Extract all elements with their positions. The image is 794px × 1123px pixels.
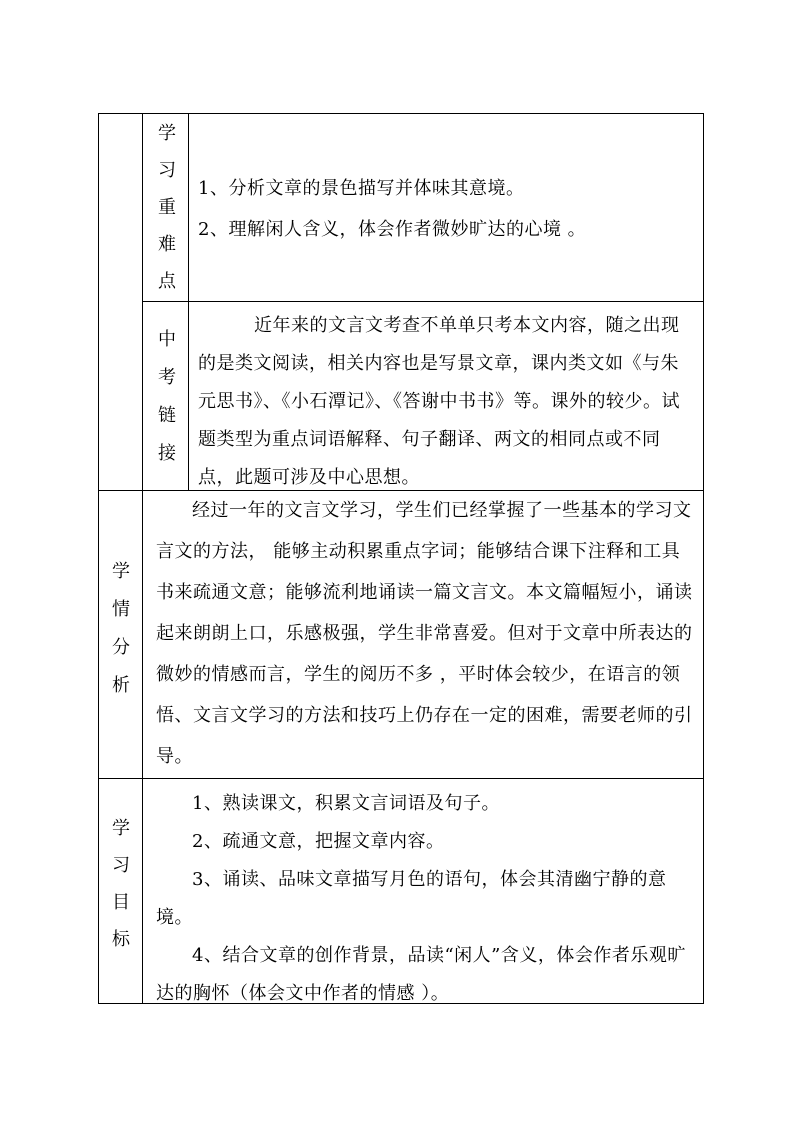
table-border-left (98, 113, 99, 1004)
exam-link-label: 中 考 链 接 (158, 329, 176, 464)
learning-goal-item: 1、熟读课文，积累文言词语及句子。 (192, 793, 500, 814)
exam-link-content (198, 307, 697, 497)
row-divider-keypoints (142, 301, 704, 302)
learning-goals-label: 学 习 目 标 (112, 818, 130, 950)
key-point-item: 2、理解闲人含义，体会作者微妙旷达的心境 。 (198, 219, 587, 240)
lesson-plan-table (98, 113, 704, 1004)
learning-goal-item: 4、结合文章的创作背景，品读“闲人”含义，体会作者乐观旷达的胸怀（体会文中作者的情感 ）。 (156, 945, 686, 1004)
column-divider-inner (188, 113, 189, 490)
key-points-content (198, 168, 693, 250)
key-points-label: 学 习 重 难 点 (158, 123, 176, 292)
student-analysis-label: 学 情 分 析 (112, 561, 130, 696)
table-border-right (703, 113, 704, 1004)
key-point-item: 1、分析文章的景色描写并体味其意境。 (198, 178, 525, 199)
learning-goal-item: 2、疏通文意，把握文章内容。 (192, 831, 445, 852)
exam-link-paragraph: 近年来的文言文考查不单单只考本文内容，随之出现的是类文阅读，相关内容也是写景文章，课内类文如《与朱元思书》、《小石潭记》、《答谢中书书》等。课外的较少。试题类型为重点词语解释、句子翻译、两文的相同点或不同点，此题可涉及中心思想。 (198, 315, 680, 488)
student-analysis-content (156, 490, 696, 777)
learning-goals-content (156, 785, 696, 1013)
student-analysis-paragraph: 经过一年的文言文学习，学生们已经掌握了一些基本的学习文言文的方法， 能够主动积累重点字词；能够结合课下注释和工具书来疏通文意；能够流利地诵读一篇文言文。本文篇幅短小，诵读起来朗朗上口，乐感极强，学生非常喜爱。但对于文章中所表达的微妙的情感而言，学生的阅历不多 ，平时体会较少，在语言的领悟、文言文学习的方法和技巧上仍存在一定的困难，需要老师的引导。 (156, 500, 693, 767)
column-divider-outer (142, 113, 143, 1004)
row-divider-analysis (98, 778, 704, 779)
learning-goal-item: 3、诵读、品味文章描写月色的语句，体会其清幽宁静的意境。 (156, 869, 667, 928)
